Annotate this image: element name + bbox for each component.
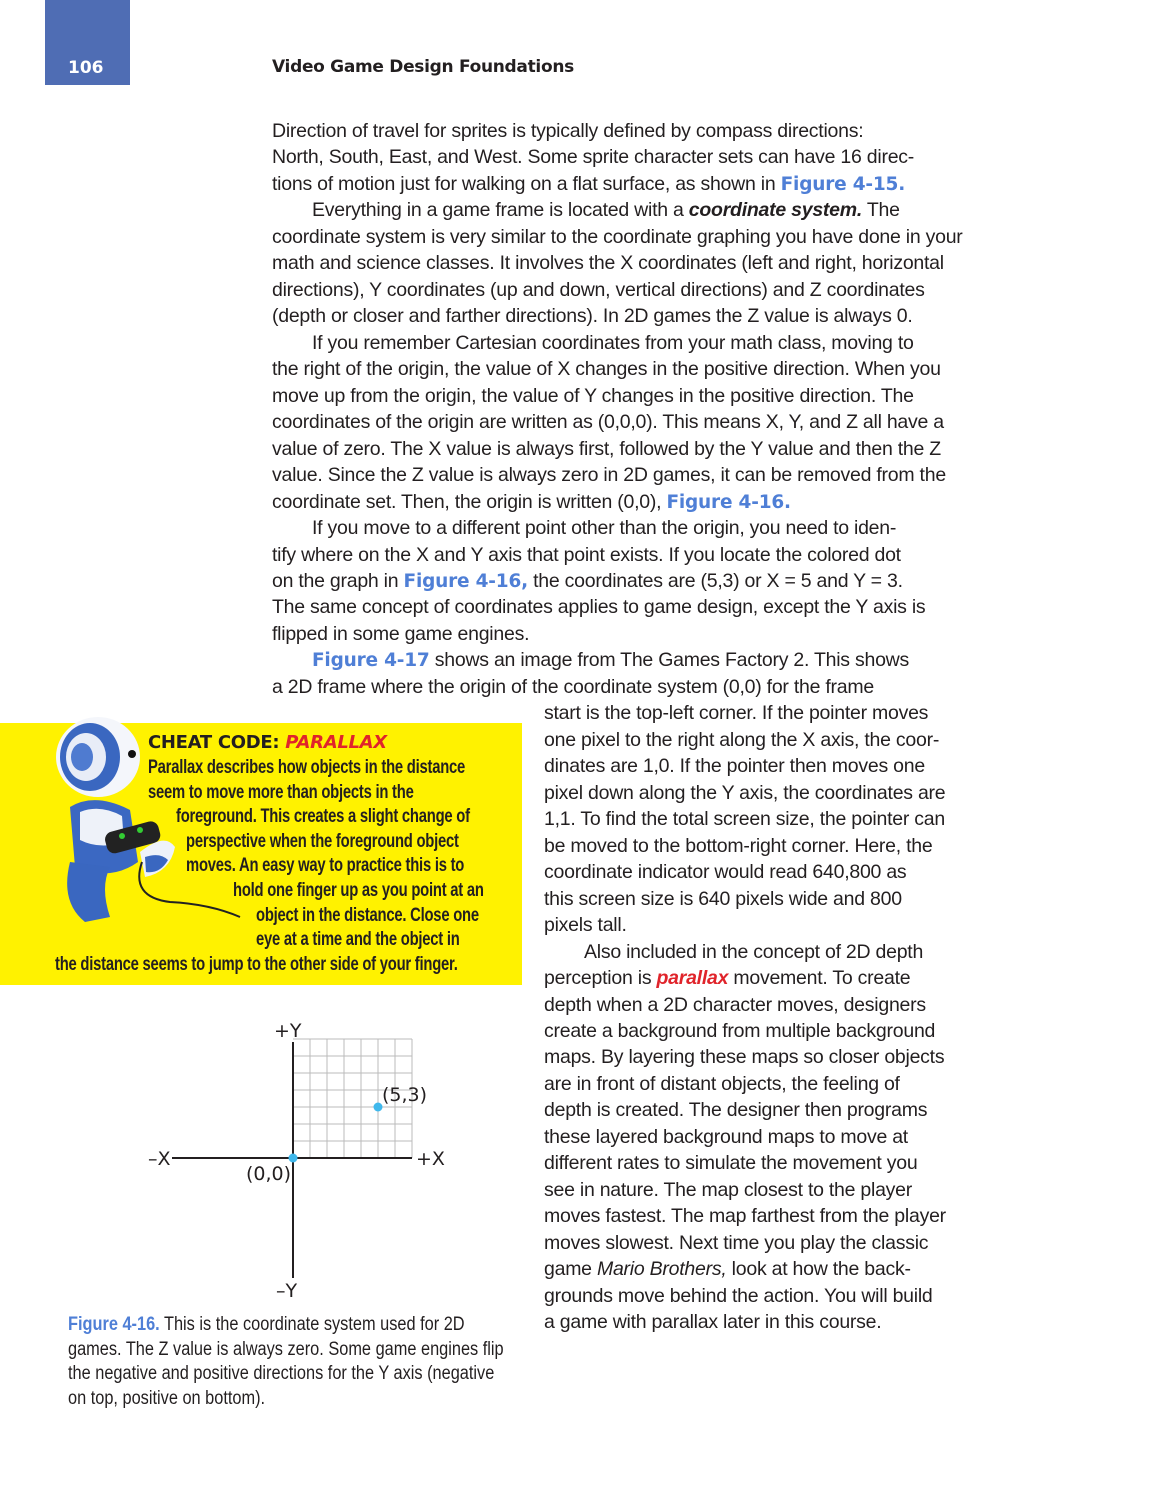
text-line bbox=[272, 303, 913, 329]
text-line bbox=[272, 436, 941, 462]
text-line bbox=[272, 674, 874, 700]
text-line bbox=[272, 250, 944, 276]
label-pos-y: +Y bbox=[274, 1020, 302, 1042]
text-run: start is the top-left corner. If the pointer moves bbox=[544, 702, 929, 725]
text-line bbox=[312, 330, 914, 356]
text-line bbox=[584, 939, 923, 965]
text-run: the coordinates are (5,3) or X = 5 and Y = 3. bbox=[527, 569, 903, 592]
text-line bbox=[544, 859, 906, 885]
text-line bbox=[272, 277, 925, 303]
text-run: If you remember Cartesian coordinates from your math class, moving to bbox=[312, 331, 914, 354]
text-run: pixel down along the Y axis, the coordinates are bbox=[544, 781, 946, 804]
figure-reference-link[interactable]: Figure 4-16, bbox=[403, 570, 528, 592]
text-run: The bbox=[862, 199, 900, 222]
text-line bbox=[544, 1177, 912, 1203]
caption-figure-number: Figure 4-16. bbox=[68, 1314, 160, 1335]
text-line bbox=[544, 1044, 944, 1070]
text-run: move up from the origin, the value of Y changes in the positive direction. The bbox=[272, 384, 914, 407]
text-line bbox=[312, 515, 896, 541]
text-run: (depth or closer and farther directions). In 2D games the Z value is always 0. bbox=[272, 305, 913, 328]
label-neg-x: –X bbox=[148, 1148, 171, 1170]
text-run: coordinate system is very similar to the coordinate graphing you have done in your bbox=[272, 225, 963, 248]
text-line bbox=[544, 753, 925, 779]
text-run: grounds move behind the action. You will build bbox=[544, 1284, 933, 1307]
text-run: value of zero. The X value is always first, followed by the Y value and then the Z bbox=[272, 437, 941, 460]
text-run: be moved to the bottom-right corner. Here, the bbox=[544, 834, 933, 857]
caption-line bbox=[68, 1313, 465, 1337]
emphasis-text: parallax bbox=[656, 967, 729, 990]
text-run: on the graph in bbox=[272, 569, 404, 592]
text-line bbox=[272, 409, 944, 435]
text-run: create a background from multiple background bbox=[544, 1019, 936, 1042]
text-run: tions of motion just for walking on a flat surface, as shown in bbox=[272, 172, 781, 195]
text-line bbox=[544, 1097, 927, 1123]
text-run: the right of the origin, the value of X changes in the positive direction. When you bbox=[272, 358, 941, 381]
text-run: Direction of travel for sprites is typically defined by compass directions: bbox=[272, 120, 864, 142]
text-line bbox=[544, 912, 627, 938]
text-line bbox=[272, 542, 901, 568]
text-line bbox=[544, 833, 932, 859]
text-line bbox=[544, 1124, 908, 1150]
text-run: coordinates of the origin are written as (0,0,0). This means X, Y, and Z all have a bbox=[272, 411, 944, 434]
cheat-code-line: the distance seems to jump to the other side of your finger. bbox=[55, 953, 458, 975]
text-line bbox=[272, 356, 941, 382]
text-line bbox=[272, 489, 791, 516]
text-run: one pixel to the right along the X axis, the coor- bbox=[544, 728, 940, 751]
text-line bbox=[544, 727, 939, 753]
text-line bbox=[544, 1256, 911, 1282]
text-line bbox=[544, 1018, 935, 1044]
text-line bbox=[544, 1071, 900, 1097]
text-line bbox=[272, 621, 529, 647]
text-run: directions), Y coordinates (up and down, vertical directions) and Z coordinates bbox=[272, 278, 925, 301]
text-line bbox=[544, 1309, 881, 1335]
text-run: movement. To create bbox=[728, 967, 911, 990]
caption-text: games. The Z value is always zero. Some game engines flip bbox=[68, 1338, 504, 1360]
text-run: The same concept of coordinates applies to game design, except the Y axis is bbox=[272, 596, 926, 619]
text-run: depth when a 2D character moves, designers bbox=[544, 993, 926, 1016]
label-origin: (0,0) bbox=[246, 1163, 292, 1185]
cheat-code-label: CHEAT CODE: bbox=[148, 732, 286, 753]
label-pos-x: +X bbox=[416, 1148, 445, 1170]
text-run: pixels tall. bbox=[544, 914, 627, 937]
text-line bbox=[272, 568, 903, 595]
text-line bbox=[272, 144, 914, 170]
text-run: look at how the back- bbox=[726, 1258, 911, 1281]
coordinate-graph bbox=[140, 1010, 460, 1310]
text-run: different rates to simulate the movement you bbox=[544, 1152, 918, 1175]
text-line bbox=[272, 224, 963, 250]
cheat-code-line: eye at a time and the object in bbox=[256, 929, 460, 951]
text-run: coordinate set. Then, the origin is written (0,0), bbox=[272, 490, 667, 513]
caption-line bbox=[68, 1338, 504, 1362]
text-line bbox=[544, 1203, 946, 1229]
cheat-code-line: foreground. This creates a slight change of bbox=[176, 806, 470, 828]
text-line bbox=[312, 647, 909, 674]
label-neg-y: –Y bbox=[276, 1280, 298, 1302]
text-line bbox=[272, 594, 925, 620]
figure-reference-link[interactable]: Figure 4-16. bbox=[666, 491, 791, 513]
running-title: Video Game Design Foundations bbox=[272, 57, 574, 77]
text-line bbox=[544, 1230, 928, 1256]
figure-reference-link[interactable]: Figure 4-15. bbox=[780, 173, 906, 195]
text-run: depth is created. The designer then programs bbox=[544, 1099, 928, 1122]
text-line bbox=[272, 171, 905, 198]
text-run: value. Since the Z value is always zero in 2D games, it can be removed from the bbox=[272, 464, 946, 487]
text-run: coordinate indicator would read 640,800 as bbox=[544, 861, 907, 884]
cheat-code-line: object in the distance. Close one bbox=[256, 904, 479, 926]
cheat-code-line: seem to move more than objects in the bbox=[148, 781, 414, 803]
caption-line bbox=[68, 1387, 265, 1411]
text-run: dinates are 1,0. If the pointer then moves one bbox=[544, 755, 925, 778]
text-run: Also included in the concept of 2D depth bbox=[584, 940, 924, 963]
emphasis-text: Mario Brothers, bbox=[596, 1258, 727, 1281]
cheat-code-line: hold one finger up as you point at an bbox=[233, 880, 484, 901]
text-run: Everything in a game frame is located with a bbox=[312, 199, 689, 222]
cheat-code-line: perspective when the foreground object bbox=[186, 830, 459, 852]
text-run: math and science classes. It involves the X coordinates (left and right, horizontal bbox=[272, 252, 944, 275]
text-run: see in nature. The map closest to the player bbox=[544, 1178, 913, 1201]
label-point: (5,3) bbox=[382, 1084, 428, 1106]
text-run: tify where on the X and Y axis that point exists. If you locate the colored dot bbox=[272, 543, 901, 566]
text-run: North, South, East, and West. Some sprite character sets can have 16 direc- bbox=[272, 146, 915, 169]
caption-text: the negative and positive directions for the Y axis (negative bbox=[68, 1363, 495, 1385]
origin-dot bbox=[289, 1154, 298, 1163]
cheat-code-keyword: PARALLAX bbox=[285, 732, 387, 753]
text-line bbox=[544, 806, 945, 832]
text-line bbox=[544, 886, 902, 912]
text-line bbox=[544, 1283, 933, 1309]
page-number: 106 bbox=[68, 58, 104, 78]
emphasis-text: coordinate system. bbox=[688, 199, 863, 222]
text-line bbox=[544, 965, 910, 991]
cheat-code-title bbox=[148, 731, 387, 755]
text-run: these layered background maps to move at bbox=[544, 1125, 908, 1148]
text-run: flipped in some game engines. bbox=[272, 622, 530, 645]
caption-line bbox=[68, 1362, 494, 1386]
text-line bbox=[312, 197, 900, 223]
caption-text: on top, positive on bottom). bbox=[68, 1387, 266, 1409]
text-run: maps. By layering these maps so closer objects bbox=[544, 1046, 945, 1069]
text-run: 1,1. To find the total screen size, the pointer can bbox=[544, 808, 945, 831]
text-line bbox=[272, 118, 863, 144]
text-run: moves slowest. Next time you play the classic bbox=[544, 1231, 929, 1254]
text-run: If you move to a different point other than the origin, you need to iden- bbox=[312, 517, 897, 540]
cheat-code-line: moves. An easy way to practice this is to bbox=[186, 855, 465, 877]
text-line bbox=[272, 462, 946, 488]
text-run: game bbox=[544, 1258, 597, 1281]
caption-text: This is the coordinate system used for 2D bbox=[159, 1314, 465, 1335]
text-run: a 2D frame where the origin of the coordinate system (0,0) for the frame bbox=[272, 675, 874, 698]
text-run: a game with parallax later in this course. bbox=[544, 1311, 882, 1334]
text-run: shows an image from The Games Factory 2. This shows bbox=[429, 649, 909, 672]
text-line bbox=[544, 992, 926, 1018]
text-run: perception is bbox=[544, 967, 657, 990]
text-line bbox=[544, 780, 945, 806]
text-line bbox=[544, 700, 928, 726]
text-run: moves fastest. The map farthest from the player bbox=[544, 1205, 946, 1228]
text-line bbox=[272, 383, 914, 409]
cheat-code-line: Parallax describes how objects in the distance bbox=[148, 757, 466, 778]
figure-reference-link[interactable]: Figure 4-17 bbox=[312, 650, 430, 672]
text-line bbox=[544, 1150, 917, 1176]
text-run: are in front of distant objects, the feeling of bbox=[544, 1072, 900, 1095]
text-run: this screen size is 640 pixels wide and 800 bbox=[544, 887, 902, 910]
